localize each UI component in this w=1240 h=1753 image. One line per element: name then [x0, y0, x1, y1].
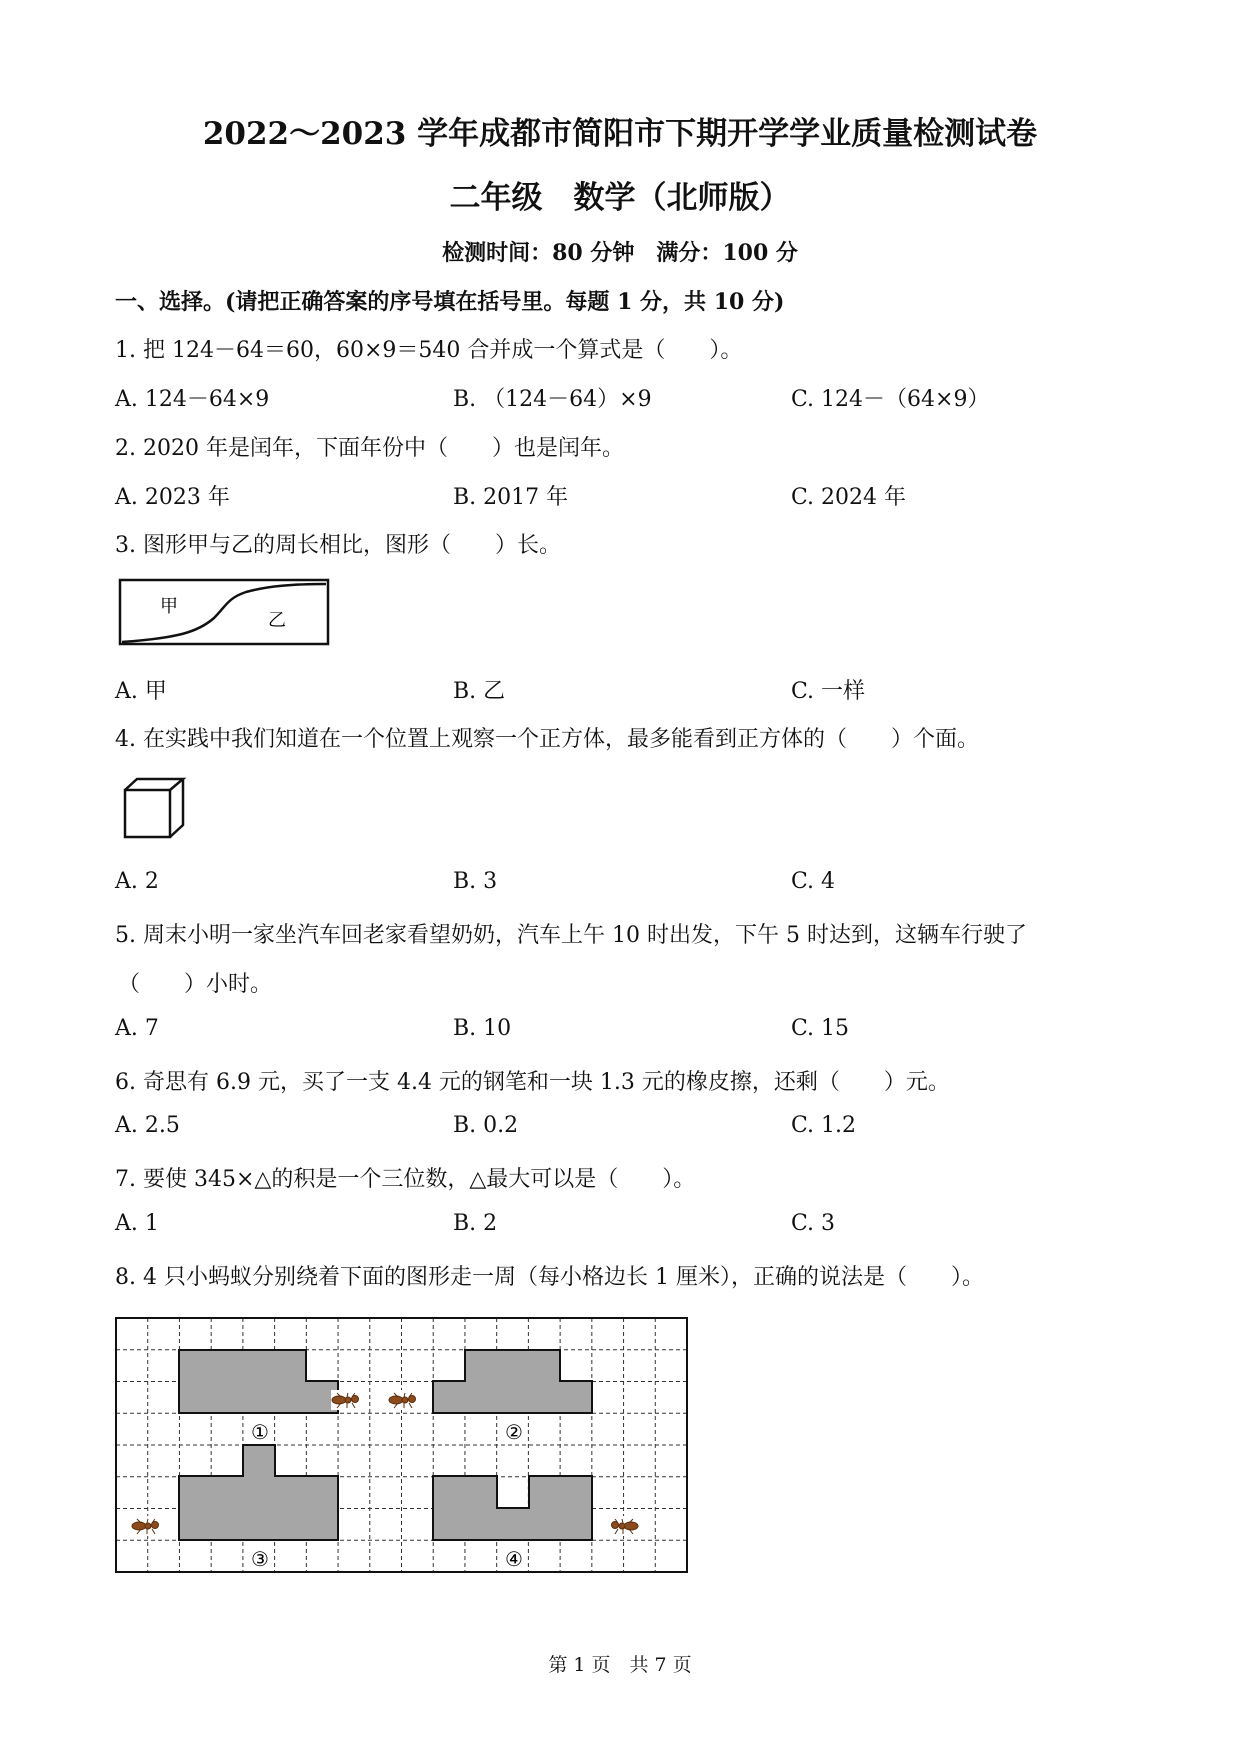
question-5-stem-continued: （ ）小时。: [118, 972, 273, 997]
shape-label-2: ②: [505, 1420, 523, 1444]
question-7-option-b: B. 2: [453, 1211, 498, 1236]
question-6-stem: 6. 奇思有 6.9 元，买了一支 4.4 元的钢笔和一块 1.3 元的橡皮擦，还剩（ ）元。: [115, 1070, 950, 1095]
question-1-option-a: A. 124－64×9: [115, 387, 270, 412]
question-5-option-a: A. 7: [115, 1016, 159, 1041]
question-3-option-b: B. 乙: [453, 679, 506, 704]
question-8-stem: 8. 4 只小蚂蚁分别绕着下面的图形走一周（每小格边长 1 厘米），正确的说法是（ ）。: [115, 1265, 984, 1290]
question-6-option-c: C. 1.2: [791, 1113, 857, 1138]
cube-figure: [122, 776, 188, 842]
exam-subtitle: 二年级 数学（北师版）: [449, 180, 791, 216]
section-heading: 一、选择。(请把正确答案的序号填在括号里。每题 1 分，共 10 分): [115, 289, 785, 315]
question-4-stem: 4. 在实践中我们知道在一个位置上观察一个正方体，最多能看到正方体的（ ）个面。: [115, 727, 979, 752]
exam-meta: 检测时间：80 分钟 满分：100 分: [442, 240, 798, 266]
shape-1: [179, 1350, 338, 1413]
question-3-option-c: C. 一样: [791, 679, 866, 704]
exam-title: 2022～2023 学年成都市简阳市下期开学学业质量检测试卷: [202, 116, 1038, 152]
question-5-stem: 5. 周末小明一家坐汽车回老家看望奶奶，汽车上午 10 时出发，下午 5 时达到，这辆车行驶了: [115, 923, 1027, 948]
question-4-option-b: B. 3: [453, 869, 498, 894]
cube-front-face: [125, 790, 170, 837]
question-2-option-c: C. 2024 年: [791, 485, 907, 510]
figure-label-jia: 甲: [160, 596, 178, 617]
question-7-option-c: C. 3: [791, 1211, 836, 1236]
question-6-option-a: A. 2.5: [115, 1113, 180, 1138]
question-3-stem: 3. 图形甲与乙的周长相比，图形（ ）长。: [115, 533, 561, 558]
ant-icon-1: [331, 1390, 363, 1410]
question-7-option-a: A. 1: [115, 1211, 159, 1236]
question-1-option-c: C. 124－（64×9）: [791, 387, 990, 412]
ant-icon-2: [388, 1390, 420, 1410]
question-5-option-c: C. 15: [791, 1016, 850, 1041]
ant-icon-4: [607, 1516, 639, 1536]
shape-4: [433, 1476, 592, 1540]
ant-icon-3: [131, 1516, 163, 1536]
shape-label-3: ③: [251, 1547, 269, 1571]
figure-rectangle: [120, 580, 328, 644]
question-1-stem: 1. 把 124－64＝60，60×9＝540 合并成一个算式是（ ）。: [115, 338, 743, 363]
question-3-figure: [118, 578, 332, 648]
question-1-option-b: B. （124－64）×9: [453, 387, 652, 412]
shape-label-4: ④: [505, 1547, 523, 1571]
question-4-option-c: C. 4: [791, 869, 836, 894]
question-8-grid-figure: [112, 1314, 692, 1580]
question-2-option-b: B. 2017 年: [453, 485, 569, 510]
question-7-stem: 7. 要使 345×△的积是一个三位数，△最大可以是（ ）。: [115, 1167, 696, 1192]
question-6-option-b: B. 0.2: [453, 1113, 519, 1138]
question-2-option-a: A. 2023 年: [115, 485, 230, 510]
figure-label-yi: 乙: [268, 610, 286, 631]
question-4-option-a: A. 2: [115, 869, 159, 894]
question-5-option-b: B. 10: [453, 1016, 512, 1041]
shape-3: [179, 1445, 338, 1540]
question-2-stem: 2. 2020 年是闰年，下面年份中（ ）也是闰年。: [115, 436, 624, 461]
cube-top-face: [125, 779, 183, 790]
shape-2: [433, 1350, 592, 1413]
page-footer: 第 1 页 共 7 页: [548, 1654, 692, 1676]
question-3-option-a: A. 甲: [115, 679, 167, 704]
shape-label-1: ①: [251, 1420, 269, 1444]
